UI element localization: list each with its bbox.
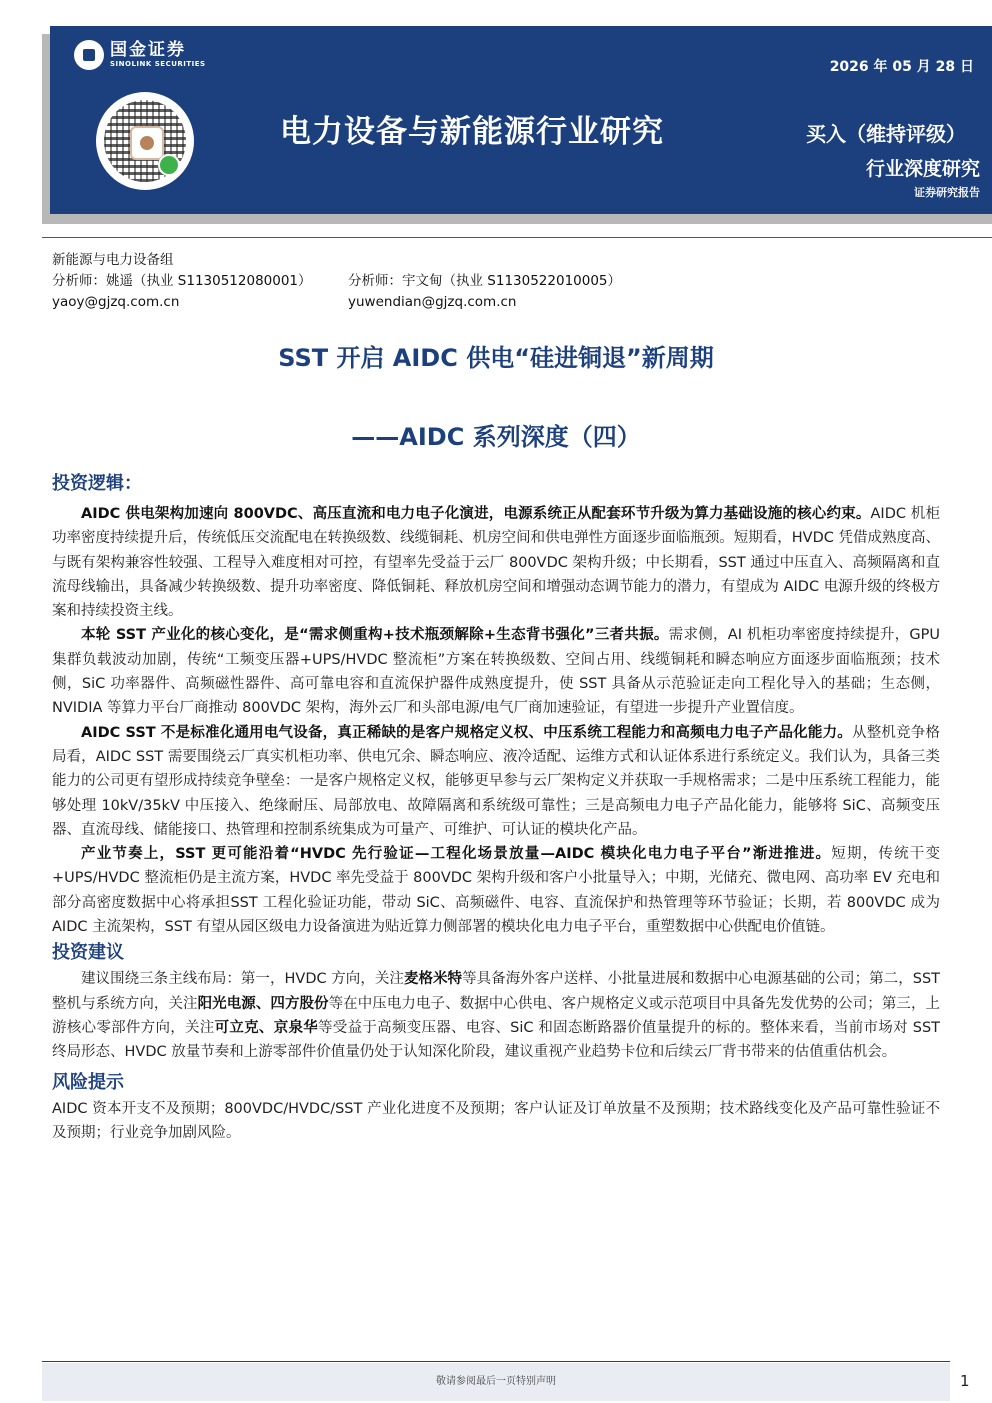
analyst-block (52, 250, 621, 313)
report-body (52, 470, 940, 1145)
brand-logo-icon (74, 40, 104, 70)
logic-paragraph: AIDC 供电架构加速向 800VDC、高压直流和电力电子化演进，电源系统正从配套环节升级为算力基础设施的核心约束。AIDC 机柜功率密度持续提升后，传统低压交流配电在转换级数、线缆铜耗、机房空间和供电弹性方面逐步面临瓶颈。短期看，HVDC 凭借成熟度高、与既有架构兼容性较强、工程导入难度相对可控，有望率先受益于云厂 800VDC 架构升级；中长期看，SST 通过中压直入、高频隔离和直流母线输出，具备减少转换级数、提升功率密度、降低铜耗、释放机房空间和增强动态调节能力的潜力，有望成为 AIDC 电源升级的终极方案和持续投资主线。 (52, 506, 940, 620)
analyst-2: 分析师：宇文甸（执业 S1130522010005） (348, 273, 622, 289)
industry-title: 电力设备与新能源行业研究 (280, 114, 664, 150)
report-kind: 证券研究报告 (914, 186, 980, 199)
report-subtitle: ——AIDC 系列深度（四） (351, 423, 641, 451)
analyst-group: 新能源与电力设备组 (52, 252, 174, 268)
qr-code-icon (96, 92, 194, 190)
section-heading-advice: 投资建议 (52, 942, 124, 964)
rating-badge: 买入（维持评级） (806, 122, 966, 146)
page-number: 1 (960, 1372, 970, 1390)
report-title: SST 开启 AIDC 供电“硅进铜退”新周期 (278, 344, 714, 372)
report-type: 行业深度研究 (865, 158, 980, 180)
report-date: 2026 年 05 月 28 日 (829, 59, 974, 75)
risk-paragraph: AIDC 资本开支不及预期；800VDC/HVDC/SST 产业化进度不及预期；客户认证及订单放量不及预期；技术路线变化及产品可靠性验证不及预期；行业竞争加剧风险。 (52, 1100, 940, 1141)
logic-paragraph: 产业节奏上，SST 更可能沿着“HVDC 先行验证—工程化场景放量—AIDC 模块化电力电子平台”渐进推进。短期，传统干变+UPS/HVDC 整流柜仍是主流方案，HVDC 率先受益于 800VDC 架构升级和客户小批量导入；中期，光储充、微电网、高功率 EV 充电和部分高密度数据中心将承担SST 工程化验证功能，带动 SiC、高频磁件、电容、直流保护和热管理等环节验证；长期，若 800VDC 成为 AIDC 主流架构，SST 有望从园区级电力设备演进为贴近算力侧部署的模块化电力电子平台，重塑数据中心供配电价值链。 (52, 846, 941, 936)
brand-logo (74, 40, 206, 70)
report-header (50, 26, 992, 214)
logic-paragraph: 本轮 SST 产业化的核心变化，是“需求侧重构+技术瓶颈解除+生态背书强化”三者共振。需求侧，AI 机柜功率密度持续提升，GPU 集群负载波动加剧，传统“工频变压器+UPS/HVDC 整流柜”方案在转换级数、空间占用、线缆铜耗和瞬态响应方面逐步面临瓶颈；技术侧，SiC 功率器件、高频磁性器件、高可靠电容和直流保护器件成熟度提升，使 SST 具备从示范验证走向工程化导入的基础；生态侧，NVIDIA 等算力平台厂商推动 800VDC 架构，海外云厂和头部电源/电气厂商加速验证，有望进一步提升产业置信度。 (52, 627, 941, 717)
logic-paragraph: AIDC SST 不是标准化通用电气设备，真正稀缺的是客户规格定义权、中压系统工程能力和高频电力电子产品化能力。从整机竞争格局看，AIDC SST 需要围绕云厂真实机柜功率、供电冗余、瞬态响应、液冷适配、运维方式和认证体系进行系统定义。我们认为，具备三类能力的公司更有望形成持续竞争壁垒：一是客户规格定义权，能够更早参与云厂架构定义并获取一手规格需求；二是中压系统工程能力，能够处理 10kV/35kV 中压接入、绝缘耐压、局部放电、故障隔离和系统级可靠性；三是高频电力电子产品化能力，能够将 SiC、高频变压器、直流母线、储能接口、热管理和控制系统集成为可量产、可维护、可认证的模块化产品。 (52, 724, 941, 838)
brand-name-en: SINOLINK SECURITIES (110, 60, 206, 68)
analyst-2-email[interactable]: yuwendian@gjzq.com.cn (348, 294, 517, 310)
analyst-1-email[interactable]: yaoy@gjzq.com.cn (52, 294, 180, 310)
brand-name-cn: 国金证券 (110, 40, 186, 60)
section-heading-logic: 投资逻辑： (52, 473, 142, 494)
divider (42, 237, 992, 238)
footer-disclaimer: 敬请参阅最后一页特别声明 (42, 1363, 950, 1401)
analyst-1: 分析师：姚遥（执业 S1130512080001） (52, 273, 312, 289)
advice-paragraph: 建议围绕三条主线布局：第一，HVDC 方向，关注麦格米特等具备海外客户送样、小批量进展和数据中心电源基础的公司；第二，SST 整机与系统方向，关注阳光电源、四方股份等在中压电力电子、数据中心供电、客户规格定义或示范项目中具备先发优势的公司；第三，上游核心零部件方向，关注可立克、京泉华等受益于高频变压器、电容、SiC 和固态断路器价值量提升的标的。整体来看，当前市场对 SST 终局形态、HVDC 放量节奏和上游零部件价值量仍处于认知深化阶段，建议重视产业趋势卡位和后续云厂背书带来的估值重估机会。 (52, 971, 941, 1061)
section-heading-risk: 风险提示 (52, 1071, 124, 1093)
footer-divider (42, 1361, 950, 1362)
